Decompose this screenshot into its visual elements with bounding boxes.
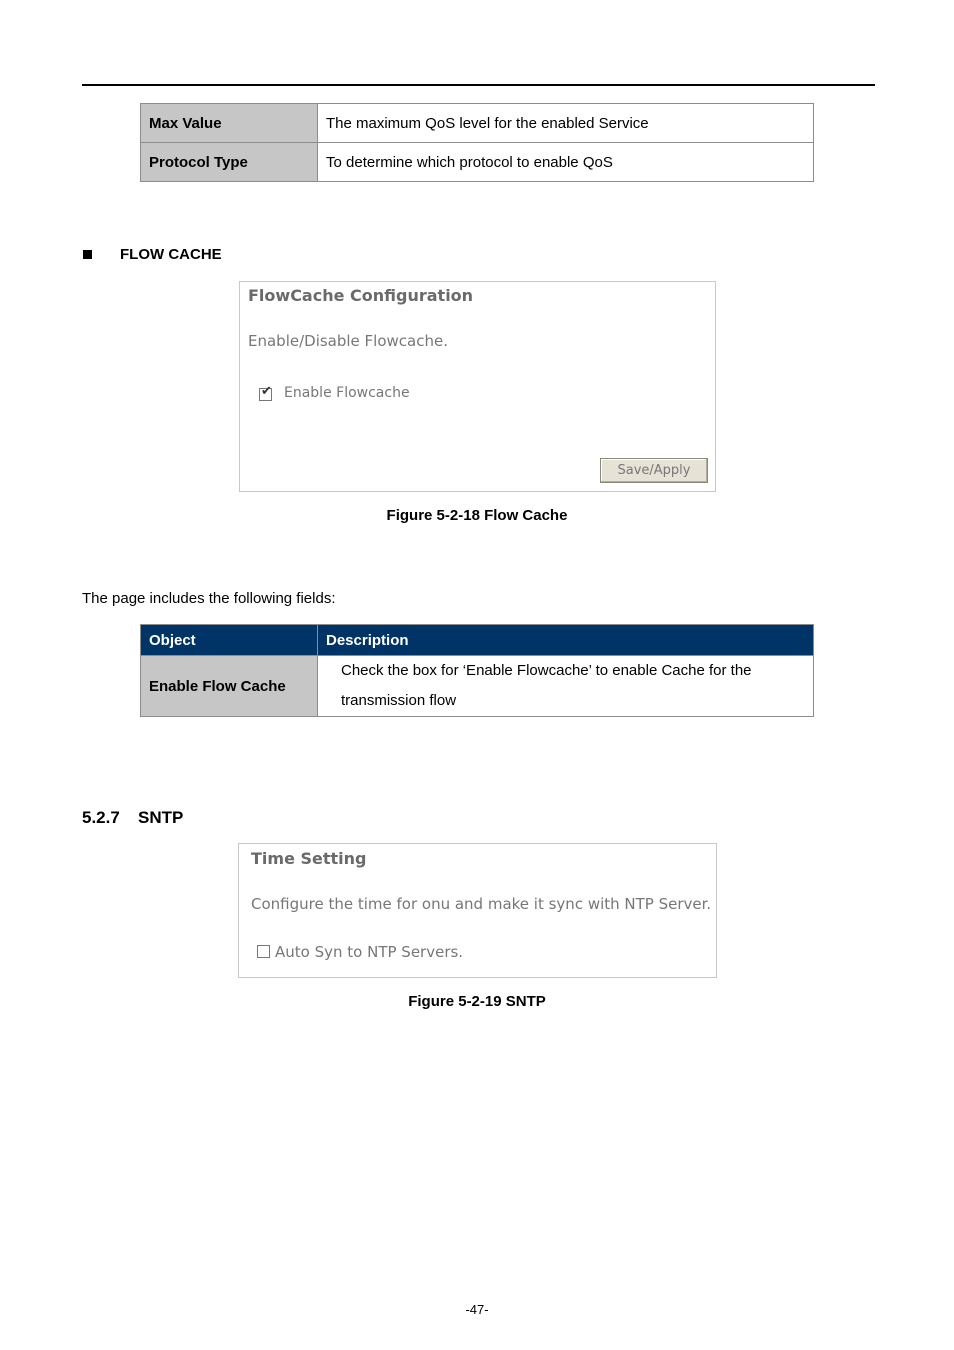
desc-line: transmission flow: [341, 692, 457, 709]
enable-flowcache-checkbox[interactable]: [259, 384, 272, 401]
section-title: SNTP: [138, 808, 184, 827]
header-description: Description: [318, 625, 814, 656]
figure-caption: Figure 5-2-19 SNTP: [408, 993, 546, 1010]
bullet-square-icon: [83, 250, 92, 259]
flow-cache-heading: FLOW CACHE: [120, 246, 222, 263]
time-setting-panel: [238, 843, 717, 978]
panel-title: Time Setting: [251, 849, 367, 868]
panel-subtitle: Enable/Disable Flowcache.: [248, 332, 448, 350]
row-description: The maximum QoS level for the enabled Service: [318, 104, 814, 143]
table-header-row: [141, 625, 814, 656]
header-object: Object: [141, 625, 318, 656]
panel-title: FlowCache Configuration: [248, 286, 474, 305]
auto-sync-ntp-label: Auto Syn to NTP Servers.: [275, 943, 464, 961]
fields-intro: The page includes the following fields:: [82, 590, 336, 607]
panel-subtitle: Configure the time for onu and make it sync with NTP Server.: [251, 895, 712, 913]
row-label: Enable Flow Cache: [141, 656, 318, 717]
table-row: [141, 143, 814, 182]
save-apply-button[interactable]: Save/Apply: [600, 458, 708, 483]
row-description: [318, 656, 814, 717]
flowcache-config-panel: [239, 281, 716, 492]
table-row: [141, 656, 814, 717]
row-label: Max Value: [141, 104, 318, 143]
fields-table: [140, 624, 814, 717]
table-row: [141, 104, 814, 143]
header-rule: [82, 84, 875, 86]
page-number: -47-: [465, 1302, 489, 1317]
row-label: Protocol Type: [141, 143, 318, 182]
figure-caption: Figure 5-2-18 Flow Cache: [386, 507, 568, 524]
section-number: 5.2.7: [82, 808, 120, 827]
checkmark-icon: ✔: [261, 384, 272, 399]
enable-flowcache-label: Enable Flowcache: [284, 385, 410, 401]
desc-line: Check the box for ‘Enable Flowcache’ to enable Cache for the: [341, 662, 752, 679]
qos-table: [140, 103, 814, 182]
row-description: To determine which protocol to enable QoS: [318, 143, 814, 182]
auto-sync-ntp-checkbox[interactable]: [257, 945, 270, 958]
section-heading: [82, 808, 183, 828]
